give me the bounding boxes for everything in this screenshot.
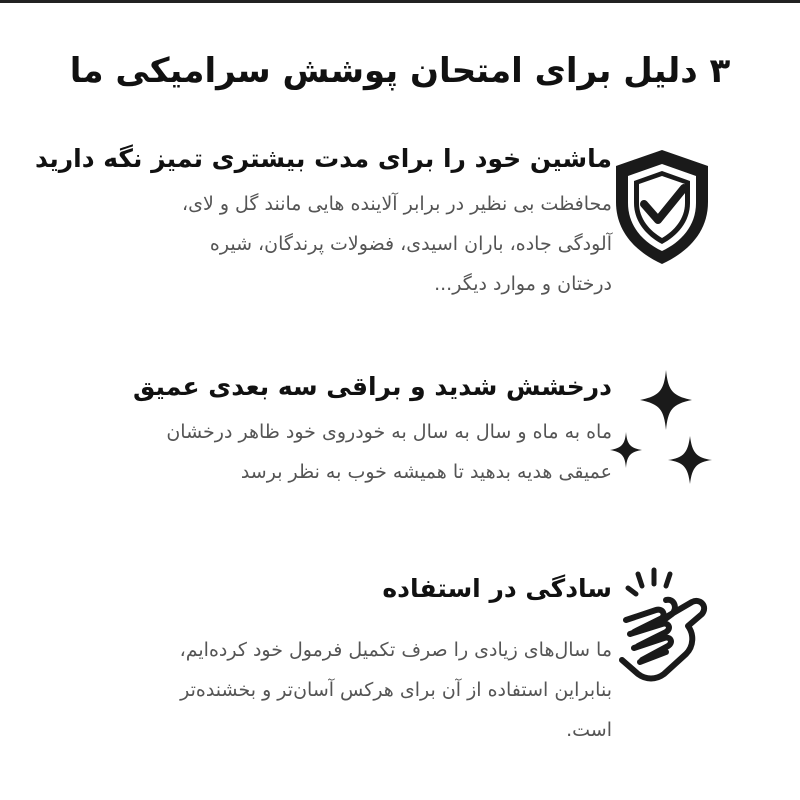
page-title: ۳ دلیل برای امتحان پوشش سرامیکی ما	[69, 50, 731, 91]
feature-heading: ماشین خود را برای مدت بیشتری تمیز نگه دارید	[34, 144, 612, 173]
feature-description-line: محافظت بی نظیر در برابر آلاینده هایی مانند گل و لای،	[181, 193, 612, 215]
feature-description-line: ماه به ماه و سال به سال به خودروی خود ظاهر درخشان	[166, 421, 612, 443]
shield-check-icon	[608, 144, 716, 272]
feature-heading: درخشش شدید و براقی سه بعدی عمیق	[133, 372, 612, 401]
feature-description-line: عمیقی هدیه بدهید تا همیشه خوب به نظر برسد	[240, 461, 612, 483]
sparkles-icon	[608, 370, 716, 498]
feature-description-line: ما سال‌های زیادی را صرف تکمیل فرمول خود کرده‌ایم،	[179, 639, 612, 661]
top-divider	[0, 0, 800, 3]
feature-description	[27, 412, 612, 492]
feature-description-line: درختان و موارد دیگر...	[434, 273, 612, 295]
feature-description	[27, 184, 612, 304]
feature-description-line: است.	[566, 719, 612, 741]
snap-hand-icon	[608, 562, 716, 690]
feature-heading: سادگی در استفاده	[382, 574, 612, 603]
feature-description-line: بنابراین استفاده از آن برای هرکس آسان‌تر و بخشنده‌تر	[180, 679, 612, 701]
feature-description	[27, 630, 612, 750]
feature-description-line: آلودگی جاده، باران اسیدی، فضولات پرندگان، شیره	[209, 233, 612, 255]
